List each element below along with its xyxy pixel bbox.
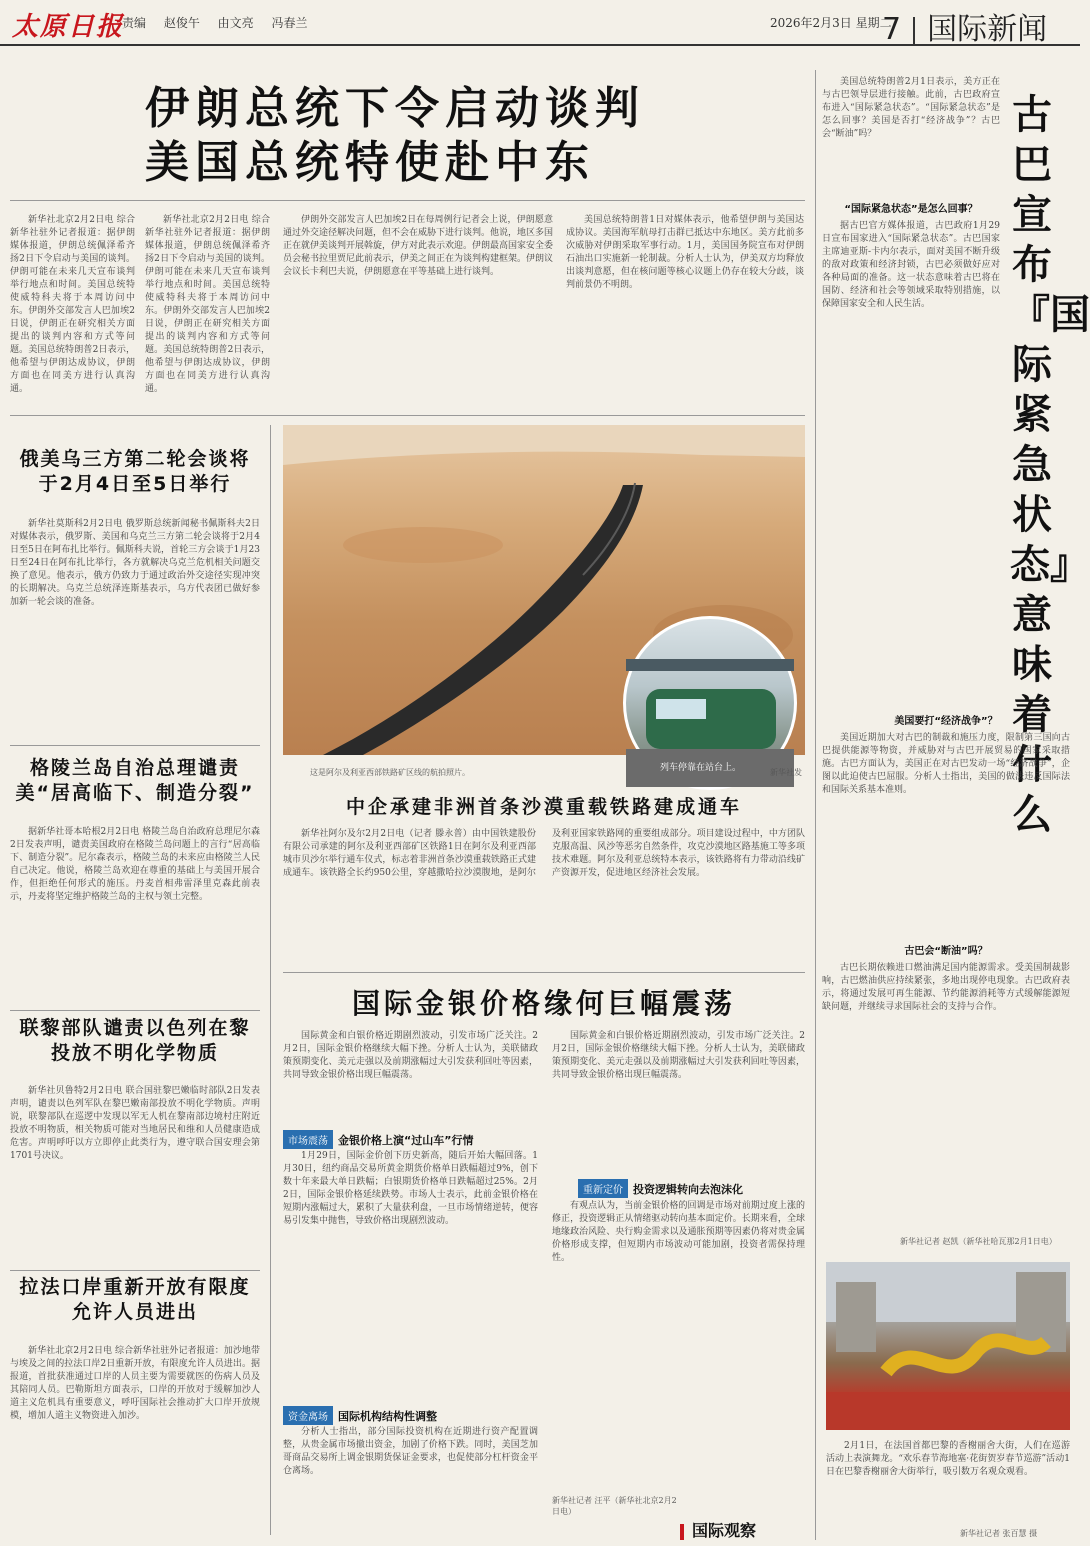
left-story3-headline: 联黎部队谴责以色列在黎投放不明化学物质	[19, 1017, 251, 1064]
right-intro	[822, 76, 1000, 194]
gold-box3-title: 投资逻辑转向去泡沫化	[633, 1183, 743, 1196]
lead-text-col0	[10, 214, 135, 404]
lead-paragraph-3: 美国总统特朗普1日对媒体表示，他希望伊朗与美国达成协议。美国海军航母打击群已抵达中东地区。美方此前多次威胁对伊朗采取军事行动。1月，美国国务院宣布对伊朗石油出口实施新一轮制裁。分析人士认为，伊美双方均释放出谈判意愿，但在核问题等核心议题上仍存在较大分歧，谈判前景仍不明朗。	[566, 215, 804, 290]
right-q1-text	[822, 220, 1000, 690]
page-header	[882, 4, 1047, 48]
divider	[10, 200, 805, 201]
lead-headline	[145, 82, 645, 190]
railway-photo-caption: 这是阿尔及利亚西部铁路矿区线的航拍照片。	[310, 768, 470, 777]
gold-box1-paragraph: 1月29日，国际金价创下历史新高，随后开始大幅回落。1月30日，纽约商品交易所黄金期货价格单日跌幅超过9%，创下数十年来最大单日跌幅；白银期货价格单日跌幅超过25%。2月2日，国际金银价格延续跌势。市场人士表示，此前金银价格在短期内涨幅过大，累积了大量获利盘，一旦市场情绪逆转，便容易引发集中抛售，导致价格出现剧烈波动。	[283, 1151, 538, 1226]
left-story4-text	[10, 1345, 260, 1535]
dragon-photo-caption	[826, 1440, 1070, 1530]
observe-tag	[680, 1518, 756, 1541]
lead-paragraph-1: 新华社北京2月2日电 综合新华社驻外记者报道：据伊朗媒体报道，伊朗总统佩泽希齐扬2日下令启动与美国的谈判。伊朗可能在未来几天宣布谈判举行地点和时间。美国总统特使威特科夫将于本周访问中东。伊朗外交部发言人巴加埃2日说，伊朗正在研究相关方面提出的谈判内容和方式等问题。美国总统特朗普2日表示，他希望与伊朗达成协议，伊朗方面也在同美方进行认真沟通。	[145, 215, 270, 394]
dragon-caption-paragraph: 2月1日，在法国首都巴黎的香榭丽舍大街，人们在巡游活动上表演舞龙。“欢乐春节海地塞·花街贺岁春节巡游”活动1日在巴黎香榭丽舍大街举行，吸引数万名观众观看。	[826, 1441, 1070, 1477]
cuba-vertical-headline: 古巴宣布『国际紧急状态』意味着什么	[1010, 92, 1090, 838]
divider	[10, 1010, 260, 1011]
left-story3-paragraph: 新华社贝鲁特2月2日电 联合国驻黎巴嫩临时部队2日发表声明，谴责以色列军队在黎巴嫩南部投放不明化学物质。声明说，联黎部队在巡逻中发现以军无人机在黎南部边境村庄附近投放不明物质，相关物质可能对当地居民和维和人员健康造成危害。声明呼吁以方立即停止此类行为，遵守联合国安理会第1701号决议。	[10, 1086, 260, 1161]
inset-caption: 列车停靠在站台上。	[660, 763, 742, 773]
right-byline: 新华社记者 赵凯（新华社哈瓦那2月1日电）	[900, 1237, 1057, 1246]
divider	[10, 1270, 260, 1271]
lead-text-col1	[145, 214, 270, 404]
right-intro-paragraph: 美国总统特朗普2月1日表示，美方正在与古巴领导层进行接触。此前，古巴政府宣布进入“国际紧急状态”。“国际紧急状态”是怎么回事？美国是否打“经济战争”？古巴会“断油”吗？	[822, 77, 1000, 139]
right-q1-paragraph: 据古巴官方媒体报道，古巴政府1月29日宣布国家进入“国际紧急状态”。古巴国家主席迪亚斯-卡内尔表示，面对美国不断升级的敌对政策和经济封锁，古巴必须做好应对各种局面的准备。这一状态意味着古巴将在国防、经济和社会等领域采取特别措施，以保障国家安全和人民生活。	[822, 221, 1000, 309]
gold-headline: 国际金银价格缘何巨幅震荡	[351, 987, 736, 1020]
right-q2-text	[822, 732, 1070, 932]
observe-bar	[680, 1524, 684, 1540]
right-q3: 古巴会“断油”吗？	[904, 946, 988, 957]
page-number: 7	[882, 12, 902, 47]
gold-box3-text	[552, 1200, 805, 1490]
observe-label: 国际观察	[692, 1521, 757, 1540]
gold-box2-title: 国际机构结构性调整	[338, 1410, 437, 1423]
lead-paragraph-0: 新华社北京2月2日电 综合新华社驻外记者报道：据伊朗媒体报道，伊朗总统佩泽希齐扬2日下令启动与美国的谈判。伊朗可能在未来几天宣布谈判举行地点和时间。美国总统特使威特科夫将于本周访问中东。伊朗外交部发言人巴加埃2日说，伊朗正在研究相关方面提出的谈判内容和方式等问题。美国总统特朗普2日表示，他希望与伊朗达成协议，伊朗方面也在同美方进行认真沟通。	[10, 215, 135, 394]
gold-box1-title: 金银价格上演“过山车”行情	[338, 1134, 474, 1147]
right-q1: “国际紧急状态”是怎么回事？	[844, 204, 978, 215]
left-story2-headline: 格陵兰岛自治总理谴责美“居高临下、制造分裂”	[15, 757, 255, 804]
gold-box3-header	[578, 1178, 806, 1198]
left-story4-paragraph: 新华社北京2月2日电 综合新华社驻外记者报道：加沙地带与埃及之间的拉法口岸2日重新开放，有限度允许人员进出。据报道，首批获准通过口岸的人员主要为需要就医的伤病人员及其陪同人员。巴勒斯坦方面表示，口岸的开放对于缓解加沙人道主义危机具有重要意义，呼吁国际社会推动扩大口岸开放规模，增加人道主义物资进入加沙。	[10, 1346, 260, 1421]
column-divider	[270, 425, 271, 1535]
gold-byline: 新华社记者 汪平（新华社北京2月2日电）	[552, 1496, 677, 1516]
lead-paragraph-2: 伊朗外交部发言人巴加埃2日在每周例行记者会上说，伊朗愿意通过外交途径解决问题，但不会在威胁下进行谈判。他说，地区多国正在就伊美谈判开展斡旋，伊方对此表示欢迎。伊朗最高国家安全委员会秘书拉里贾尼此前表示，伊美之间正在为谈判构建框架。伊朗议会议长卡利巴夫说，伊朗愿意在平等基础上进行谈判。	[283, 215, 554, 277]
right-q3-paragraph: 古巴长期依赖进口燃油满足国内能源需求。受美国制裁影响，古巴燃油供应持续紧张，多地出现停电现象。古巴政府表示，将通过发展可再生能源、节约能源消耗等方式缓解能源短缺问题，并继续寻求国际社会的支持与合作。	[822, 963, 1070, 1012]
gold-box3-paragraph: 有观点认为，当前金银价格的回调是市场对前期过度上涨的修正，投资逻辑正从情绪驱动转向基本面定价。长期来看，全球地缘政治风险、央行购金需求以及通胀预期等因素仍将对贵金属价格形成支撑，但短期内市场波动可能加剧，投资者需保持理性。	[552, 1201, 805, 1263]
gold-box2-header	[283, 1405, 538, 1425]
railway-photo-credit: 新华社发	[770, 768, 802, 777]
left-story2-paragraph: 据新华社哥本哈根2月2日电 格陵兰岛自治政府总理尼尔森2日发表声明，谴责美国政府在格陵兰岛问题上的言行“居高临下、制造分裂”。尼尔森表示，格陵兰岛的未来应由格陵兰人民自己决定。他说，格陵兰岛欢迎在尊重的基础上与美国开展合作，但拒绝任何形式的施压。丹麦首相弗雷泽里克森此前表示，丹麦将坚定维护格陵兰岛的主权与领土完整。	[10, 827, 260, 902]
right-q2-paragraph: 美国近期加大对古巴的制裁和施压力度，限制第三国向古巴提供能源等物资，并威胁对与古巴开展贸易的国家采取措施。古巴方面认为，美国正在对古巴发动一场“经济战争”，企图以此迫使古巴屈服。分析人士指出，美国的做法违反国际法和国际关系基本准则。	[822, 733, 1070, 795]
left-story3-text	[10, 1085, 260, 1260]
left-story1-paragraph: 新华社莫斯科2月2日电 俄罗斯总统新闻秘书佩斯科夫2日对媒体表示，俄罗斯、美国和乌克兰三方第二轮会谈将于2月4日至5日在阿布扎比举行。佩斯科夫说，首轮三方会谈于1月23日至24日在阿布扎比举行，各方就解决乌克兰危机相关问题交换了意见。他表示，俄方仍致力于通过政治外交途径实现冲突的长期解决。乌克兰总统泽连斯基表示，乌方代表团已做好参加新一轮会谈的准备。	[10, 519, 260, 607]
lead-headline-line1: 伊朗总统下令启动谈判	[145, 83, 645, 134]
railway-headline: 中企承建非洲首条沙漠重载铁路建成通车	[345, 796, 742, 818]
left-story1-text	[10, 518, 260, 733]
left-story2-text	[10, 826, 260, 1001]
left-story4-headline: 拉法口岸重新开放有限度允许人员进出	[19, 1276, 251, 1323]
gold-box1-label: 市场震荡	[283, 1130, 333, 1149]
right-q2: 美国要打“经济战争”？	[894, 716, 998, 727]
dragon-dance-photo	[826, 1262, 1070, 1430]
gold-box3-label: 重新定价	[578, 1179, 628, 1198]
editors-line: 责编 赵俊午 由文亮 冯春兰	[122, 16, 308, 30]
gold-intro	[283, 1030, 538, 1125]
section-name: 国际新闻	[927, 12, 1048, 47]
gold-col2-paragraph: 国际黄金和白银价格近期剧烈波动，引发市场广泛关注。2月2日，国际金银价格继续大幅下挫。分析人士认为，美联储政策预期变化、美元走强以及前期涨幅过大引发获利回吐等因素，共同导致金银价格出现巨幅震荡。	[552, 1031, 805, 1080]
gold-intro-paragraph: 国际黄金和白银价格近期剧烈波动，引发市场广泛关注。2月2日，国际金银价格继续大幅下挫。分析人士认为，美联储政策预期变化、美元走强以及前期涨幅过大引发获利回吐等因素，共同导致金银价格出现巨幅震荡。	[283, 1031, 538, 1080]
issue-date: 2026年2月3日 星期二	[770, 16, 892, 30]
lead-text-col2	[283, 214, 553, 404]
divider	[10, 415, 805, 416]
gold-box2-text	[283, 1426, 538, 1536]
gold-box2-label: 资金离场	[283, 1406, 333, 1425]
gold-col2-text	[552, 1030, 805, 1170]
newspaper-logo: 太原日报	[12, 12, 125, 42]
left-story1-headline: 俄美乌三方第二轮会谈将于2月4日至5日举行	[19, 448, 251, 495]
gold-box2-paragraph: 分析人士指出，部分国际投资机构在近期进行资产配置调整，从贵金属市场撤出资金，加剧了价格下跌。同时，美国芝加哥商品交易所上调金银期货保证金要求，也促使部分杠杆资金平仓离场。	[283, 1427, 538, 1476]
lead-text-col3	[566, 214, 804, 404]
divider	[283, 972, 805, 973]
column-divider	[815, 70, 816, 1540]
right-q3-text	[822, 962, 1070, 1232]
railway-text	[283, 828, 805, 966]
railway-paragraph: 新华社阿尔及尔2月2日电（记者 滕永普）由中国铁建股份有限公司承建的阿尔及利亚西部矿区铁路1日在阿尔及利亚西部城市贝沙尔举行通车仪式，标志着非洲首条沙漠重载铁路正式建成通车。该铁路全长约950公里，穿越撒哈拉沙漠腹地，是阿尔及利亚国家铁路网的重要组成部分。项目建设过程中，中方团队克服高温、风沙等恶劣自然条件，攻克沙漠地区路基施工等多项技术难题。阿尔及利亚总统特本表示，该铁路将有力带动沿线矿产资源开发，促进地区经济社会发展。	[283, 829, 805, 878]
gold-box1-header	[283, 1129, 538, 1149]
dragon-photo-credit: 新华社记者 张百慧 摄	[960, 1529, 1038, 1538]
divider	[10, 745, 260, 746]
dragon-dance-graphic	[826, 1262, 1070, 1430]
gold-box1-text	[283, 1150, 538, 1400]
lead-headline-line2: 美国总统特使赴中东	[145, 137, 595, 188]
